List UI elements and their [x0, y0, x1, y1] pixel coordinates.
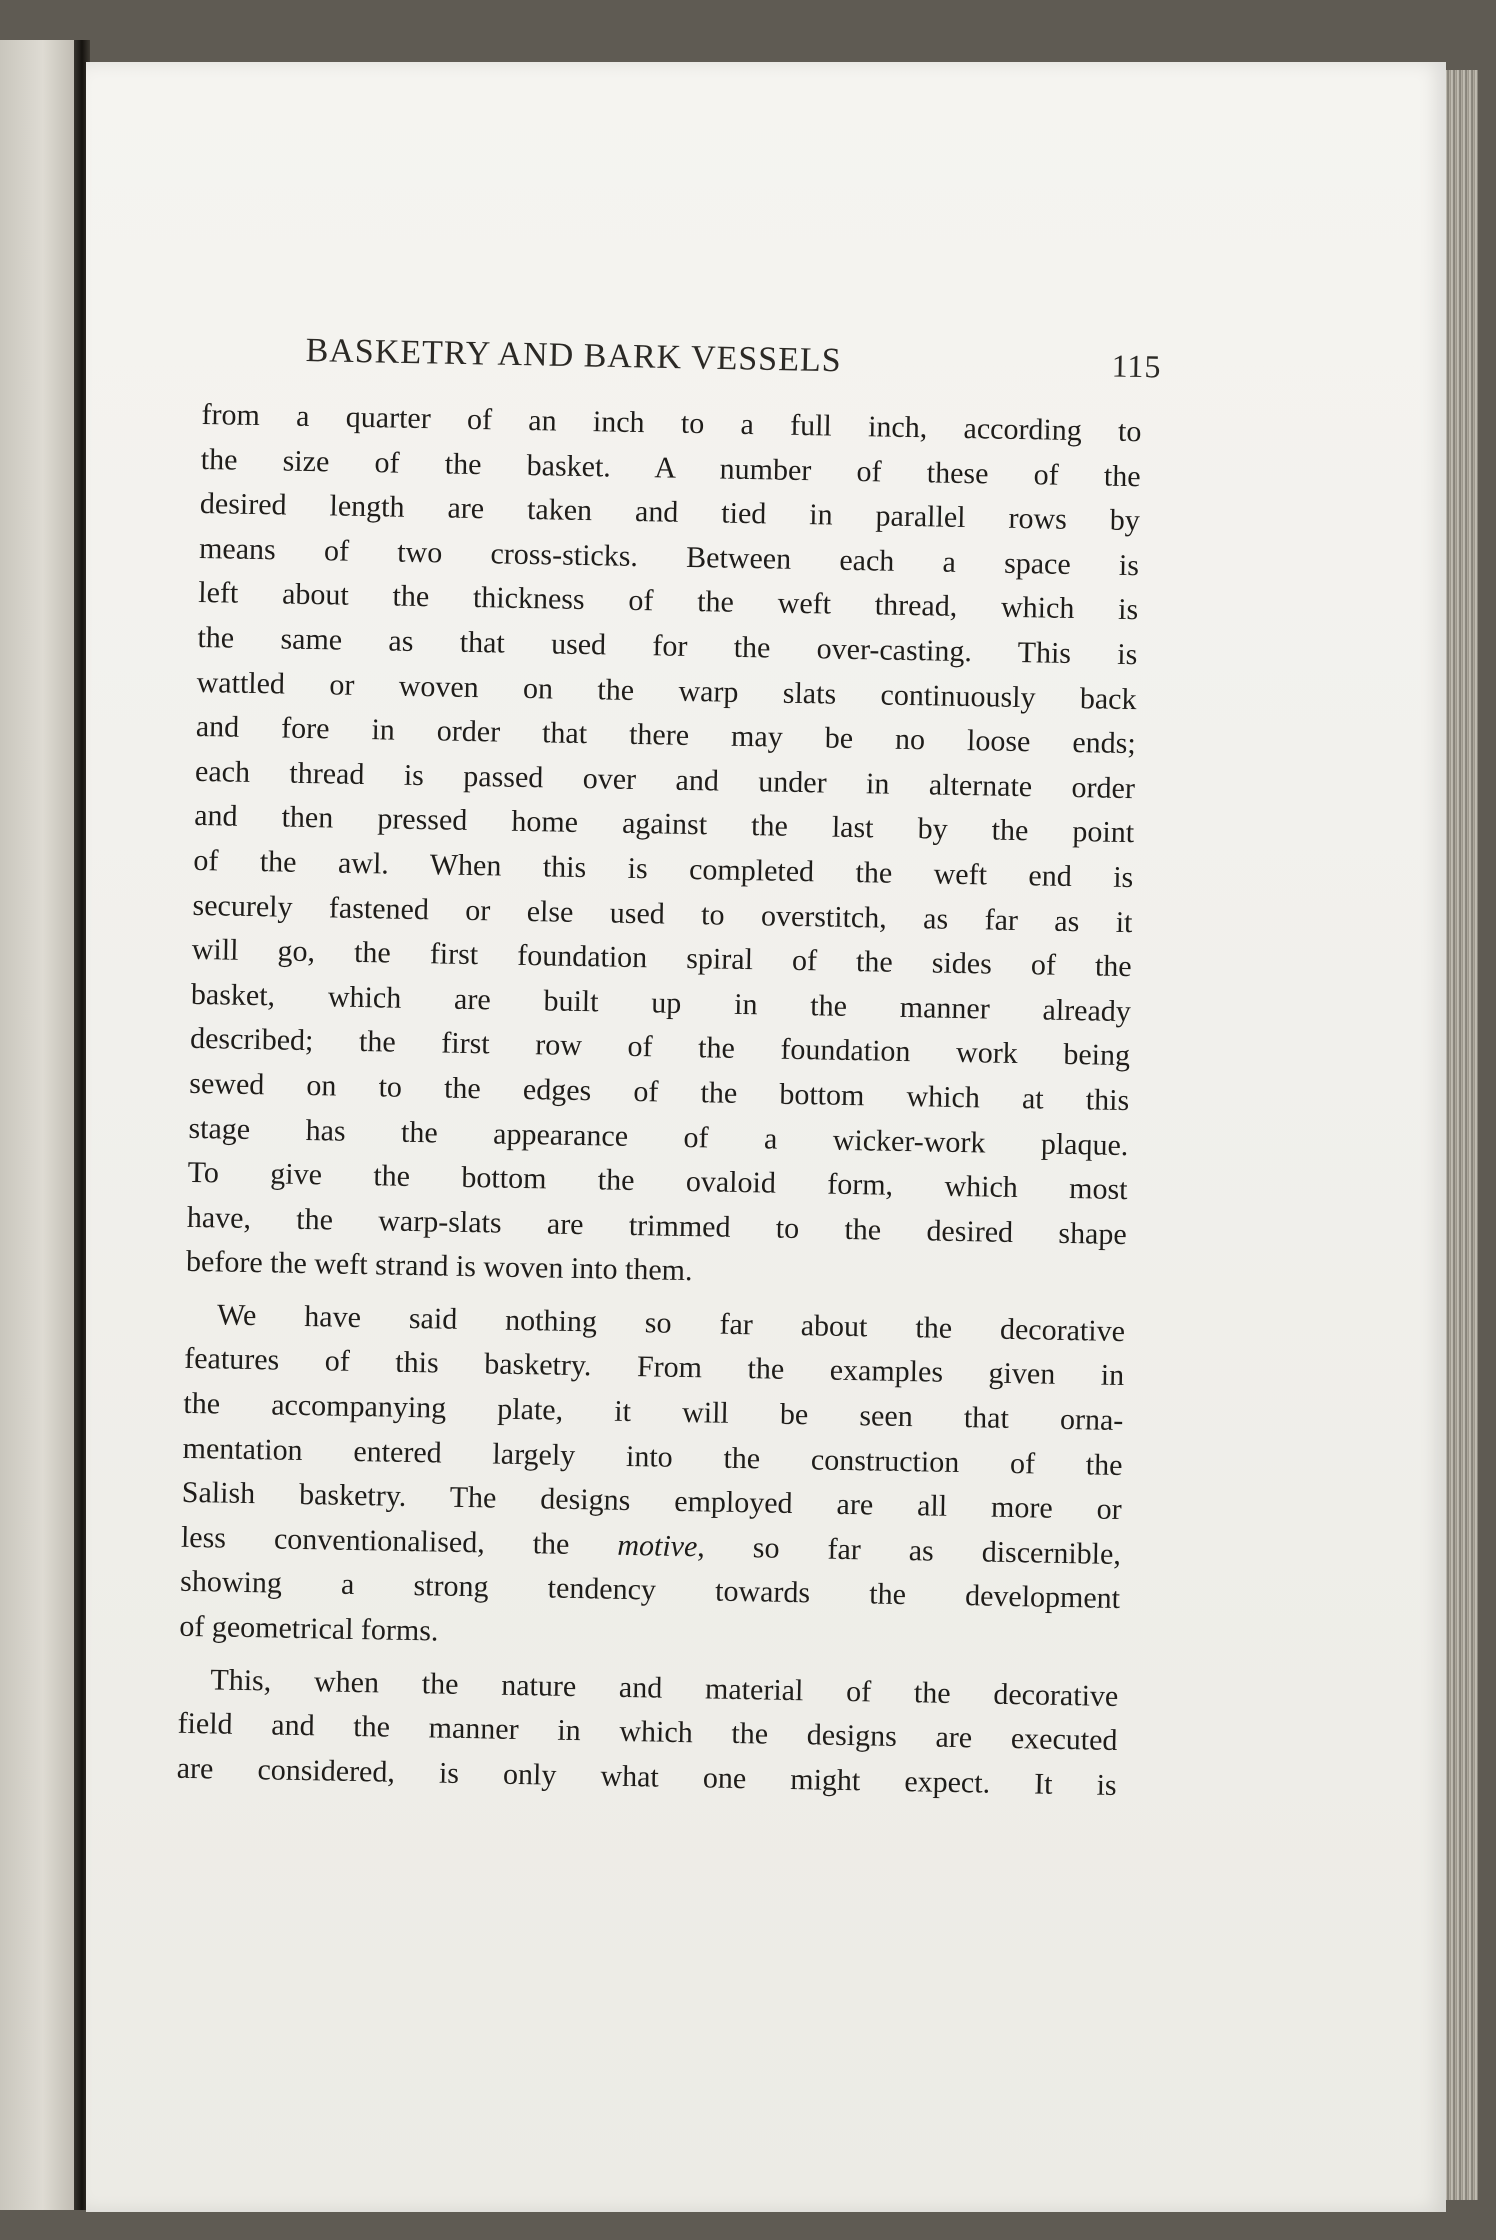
- text-line: are considered, is only what one might expect. It is: [176, 1751, 1117, 1802]
- text-line: This, when the nature and material of the decorative: [210, 1662, 1119, 1713]
- text-line: mentation entered largely into the construction of the: [182, 1431, 1123, 1482]
- text-run: , so far as discernible,: [697, 1530, 1122, 1571]
- text-line: have, the warp-slats are trimmed to the desired shape: [186, 1200, 1128, 1251]
- text-line: To give the bottom the ovaloid form, which most: [187, 1155, 1128, 1207]
- text-line: We have said nothing so far about the decorative: [216, 1298, 1126, 1348]
- previous-page-edge: [0, 40, 78, 2210]
- text-line: the size of the basket. A number of these of the: [200, 442, 1141, 493]
- text-line: and fore in order that there may be no loose ends;: [195, 710, 1137, 761]
- text-line: sewed on to the edges of the bottom which at this: [189, 1066, 1130, 1118]
- text-line: will go, the first foundation spiral of the sides of the: [191, 933, 1132, 984]
- text-line: features of this basketry. From the examples given in: [183, 1342, 1125, 1393]
- text-line: showing a strong tendency towards the development: [179, 1565, 1121, 1616]
- text-line: and then pressed home against the last by the point: [193, 799, 1135, 850]
- text-line: field and the manner in which the designs are executed: [177, 1706, 1118, 1758]
- paragraph-1: [186, 393, 1142, 1302]
- italic-word: motive: [617, 1528, 698, 1564]
- text-line: desired length are taken and tied in parallel rows by: [199, 487, 1141, 538]
- text-line: Salish basketry. The designs employed are all more or: [181, 1476, 1122, 1527]
- text-line: from a quarter of an inch to a full inch, according to: [201, 397, 1142, 449]
- text-line: the accompanying plate, it will be seen that orna-: [183, 1386, 1124, 1438]
- text-line: securely fastened or else used to overstitch, as far as it: [192, 888, 1133, 939]
- text-line: described; the first row of the foundation work being: [189, 1022, 1131, 1073]
- text-run: less conventionalised, the: [180, 1520, 618, 1562]
- text-line: basket, which are built up in the manner already: [190, 977, 1132, 1028]
- running-head-title: BASKETRY AND BARK VESSELS: [305, 332, 842, 380]
- text-line: the same as that used for the over-casting. This is: [197, 620, 1138, 672]
- paragraph-2: [179, 1293, 1125, 1667]
- page-body: [176, 393, 1141, 1808]
- text-line: of the awl. When this is completed the weft end is: [193, 843, 1134, 895]
- text-line: means of two cross-sticks. Between each a space is: [198, 531, 1140, 582]
- text-line: stage has the appearance of a wicker-work plaque.: [188, 1111, 1129, 1162]
- page-number: 115: [1111, 347, 1162, 385]
- text-line: each thread is passed over and under in alternate order: [194, 754, 1136, 805]
- text-line: left about the thickness of the weft thread, which is: [198, 576, 1139, 627]
- text-line: before the weft strand is woven into them.: [185, 1245, 693, 1288]
- text-line: wattled or woven on the warp slats continuously back: [196, 665, 1137, 716]
- text-line: of geometrical forms.: [179, 1609, 439, 1648]
- paragraph-3: [176, 1657, 1118, 1808]
